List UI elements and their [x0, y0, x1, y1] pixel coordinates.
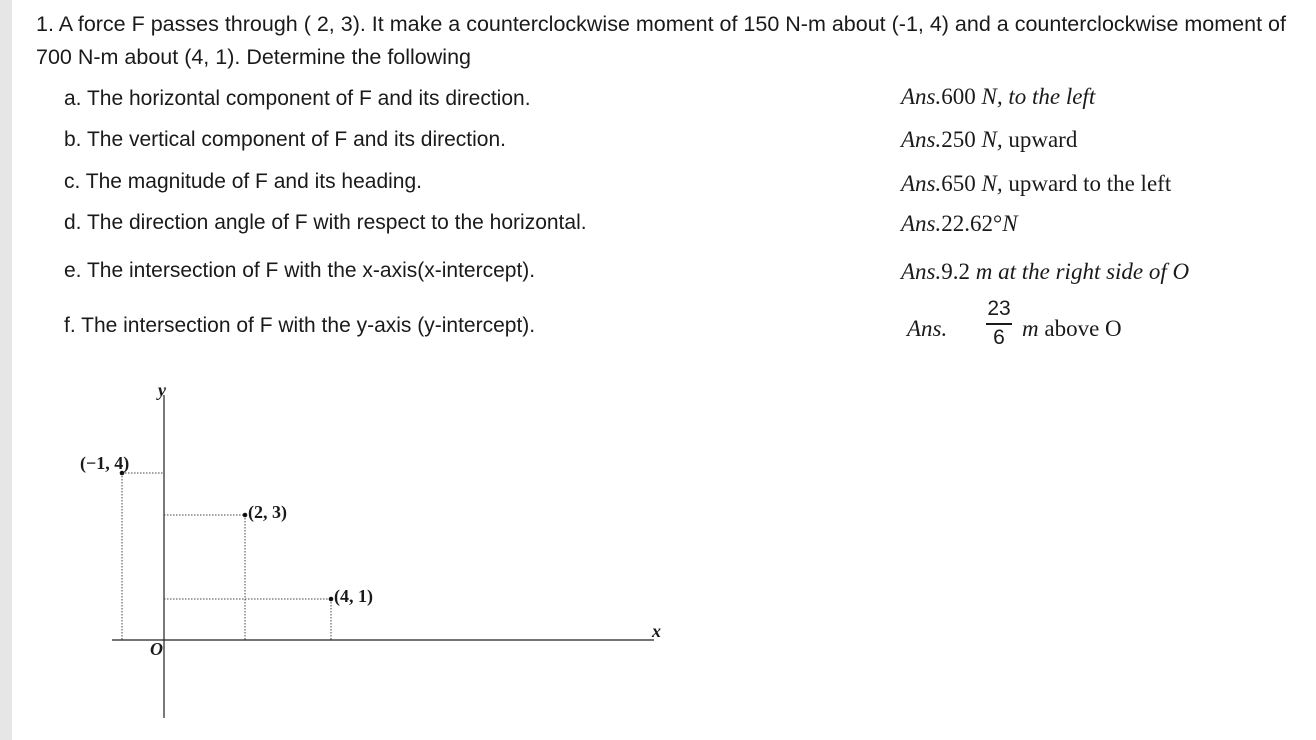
point-2-3 — [243, 513, 248, 518]
question-b: b. The vertical component of F and its direction. — [64, 128, 507, 151]
answer-f-unit: m above O — [1022, 316, 1122, 341]
answer-e: Ans.9.2 m at the right side of O — [901, 259, 1190, 284]
y-axis-label: y — [158, 380, 166, 400]
answer-d: Ans.22.62°N — [901, 211, 1018, 236]
question-f: f. The intersection of F with the y-axis (y-intercept). — [64, 314, 536, 337]
question-e: e. The intersection of F with the x-axis(x-intercept). — [64, 259, 536, 282]
point-4-1 — [329, 597, 334, 602]
answer-c: Ans.650 N, upward to the left — [901, 171, 1172, 196]
document-page — [12, 0, 1316, 740]
answer-a: Ans.600 N, to the left — [901, 84, 1096, 109]
coordinate-diagram — [12, 0, 1316, 740]
origin-label: O — [150, 639, 163, 659]
guide-lines — [122, 473, 331, 640]
x-axis-label: x — [652, 621, 661, 641]
answer-f-prefix: Ans. — [907, 316, 948, 341]
question-c: c. The magnitude of F and its heading. — [64, 170, 423, 193]
point-label-4-1: (4, 1) — [334, 586, 373, 606]
answer-b: Ans.250 N, upward — [901, 127, 1078, 152]
question-d: d. The direction angle of F with respect to the horizontal. — [64, 211, 587, 234]
fraction-numerator: 23 — [987, 297, 1011, 320]
point-label-2-3: (2, 3) — [248, 502, 287, 522]
question-a: a. The horizontal component of F and its direction. — [64, 87, 531, 110]
problem-statement: 1. A force F passes through ( 2, 3). It make a counterclockwise moment of 150 N-m about (-1, 4) and a counterclockwise moment of 700 N-m about (4, 1). Determine the following — [36, 12, 1286, 69]
point-label-neg1-4: (−1, 4) — [80, 453, 130, 473]
fraction-denominator: 6 — [993, 326, 1005, 349]
